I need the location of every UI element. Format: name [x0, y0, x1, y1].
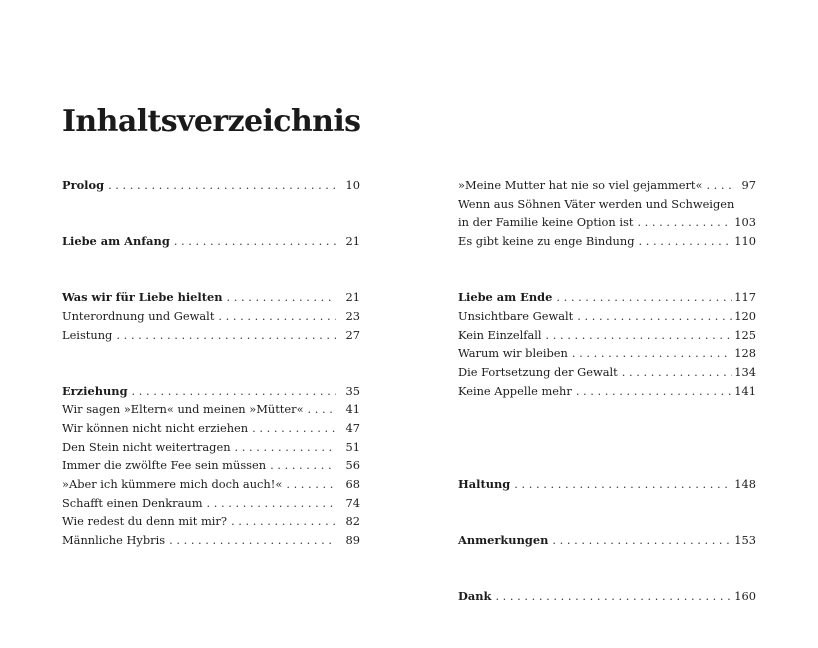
- toc-subchapter-entry[interactable]: [62, 307, 360, 326]
- toc-entry-title: Männliche Hybris: [62, 533, 166, 548]
- toc-entry-title: Es gibt keine zu enge Bindung: [458, 234, 635, 249]
- page-title: Inhaltsverzeichnis: [62, 104, 361, 139]
- toc-entry-title: Den Stein nicht weitertragen: [62, 439, 231, 454]
- section-gap: [62, 195, 360, 232]
- toc-subchapter-entry[interactable]: [458, 326, 756, 345]
- toc-entry-title: Liebe am Anfang: [62, 234, 170, 249]
- dot-leader: [495, 587, 732, 606]
- toc-entry-title: Was wir für Liebe hielten: [62, 290, 223, 305]
- dot-leader: [207, 494, 336, 513]
- toc-page-number: 56: [345, 458, 360, 473]
- toc-subchapter-entry[interactable]: [62, 512, 360, 531]
- toc-entry-title: Anmerkungen: [458, 533, 549, 548]
- toc-entry-title: Unsichtbare Gewalt: [458, 308, 574, 323]
- toc-entry-title: »Aber ich kümmere mich doch auch!«: [62, 477, 283, 492]
- toc-entry-title: Warum wir bleiben: [458, 346, 568, 361]
- dot-leader: [231, 512, 336, 531]
- toc-subchapter-entry[interactable]: [62, 475, 360, 494]
- dot-leader: [116, 326, 336, 345]
- dot-leader: [169, 531, 336, 550]
- toc-page-number: 103: [734, 215, 756, 230]
- toc-chapter-entry[interactable]: [62, 288, 360, 307]
- toc-subchapter-entry[interactable]: [62, 494, 360, 513]
- toc-subchapter-entry[interactable]: [458, 307, 756, 326]
- toc-page-number: 21: [345, 234, 360, 249]
- toc-page-number: 35: [345, 383, 360, 398]
- toc-entry-title: in der Familie keine Option ist: [458, 215, 634, 230]
- dot-leader: [235, 438, 336, 457]
- dot-leader: [577, 307, 732, 326]
- section-gap: [458, 438, 756, 475]
- toc-subchapter-entry[interactable]: [458, 176, 756, 195]
- toc-page-number: 10: [345, 178, 360, 192]
- toc-page-number: 148: [734, 477, 756, 492]
- toc-chapter-entry[interactable]: [62, 382, 360, 401]
- toc-page-number: 120: [734, 308, 756, 323]
- toc-page-number: 47: [345, 420, 360, 435]
- toc-subchapter-entry[interactable]: [62, 438, 360, 457]
- toc-entry-title: Prolog: [62, 178, 105, 192]
- toc-right-column: [458, 176, 756, 606]
- toc-entry-title: Kein Einzelfall: [458, 327, 542, 342]
- toc-page-number: 82: [345, 514, 360, 529]
- toc-entry-title: Wenn aus Söhnen Väter werden und Schweigen: [458, 196, 735, 211]
- toc-entry-title: Keine Appelle mehr: [458, 383, 572, 398]
- toc-entry-title: Die Fortsetzung der Gewalt: [458, 364, 618, 379]
- dot-leader: [552, 531, 732, 550]
- dot-leader: [576, 382, 732, 401]
- toc-page-number: 23: [345, 308, 360, 323]
- toc-page-number: 51: [345, 439, 360, 454]
- toc-entry-title: Wie redest du denn mit mir?: [62, 514, 227, 529]
- toc-chapter-entry[interactable]: [458, 475, 756, 494]
- toc-page-number: 41: [345, 402, 360, 417]
- section-gap: [458, 251, 756, 288]
- toc-subchapter-entry[interactable]: [62, 456, 360, 475]
- dot-leader: [252, 419, 336, 438]
- dot-leader: [227, 288, 336, 307]
- toc-entry-title: Haltung: [458, 477, 511, 492]
- toc-subchapter-entry[interactable]: [62, 400, 360, 419]
- section-gap: [458, 550, 756, 587]
- toc-entry-title: »Meine Mutter hat nie so viel gejammert«: [458, 178, 703, 192]
- section-gap: [458, 494, 756, 531]
- toc-subchapter-entry[interactable]: [458, 344, 756, 363]
- toc-chapter-entry[interactable]: [62, 232, 360, 251]
- dot-leader: [546, 326, 732, 345]
- toc-entry-title: Unterordnung und Gewalt: [62, 308, 215, 323]
- dot-leader: [556, 288, 732, 307]
- dot-leader: [572, 344, 732, 363]
- dot-leader: [218, 307, 336, 326]
- toc-chapter-entry[interactable]: [458, 531, 756, 550]
- toc-page-number: 125: [734, 327, 756, 342]
- dot-leader: [108, 176, 336, 195]
- dot-leader: [286, 475, 336, 494]
- toc-page-number: 21: [345, 290, 360, 305]
- toc-page-number: 68: [345, 477, 360, 492]
- dot-leader: [514, 475, 732, 494]
- dot-leader: [174, 232, 336, 251]
- toc-entry-title: Schafft einen Denkraum: [62, 495, 203, 510]
- dot-leader: [308, 400, 336, 419]
- toc-left-column: [62, 176, 360, 550]
- toc-entry-title: Dank: [458, 589, 492, 604]
- toc-subchapter-entry[interactable]: [458, 382, 756, 401]
- toc-page-number: 160: [734, 589, 756, 604]
- toc-page-number: 27: [345, 327, 360, 342]
- toc-subchapter-entry[interactable]: [458, 195, 756, 214]
- toc-chapter-entry[interactable]: [458, 288, 756, 307]
- toc-subchapter-entry[interactable]: [458, 232, 756, 251]
- dot-leader: [706, 176, 732, 195]
- toc-page-number: 74: [345, 495, 360, 510]
- toc-page-number: 134: [734, 364, 756, 379]
- toc-chapter-entry[interactable]: [62, 176, 360, 195]
- toc-page-number: 128: [734, 346, 756, 361]
- toc-entry-title: Immer die zwölfte Fee sein müssen: [62, 458, 267, 473]
- toc-subchapter-entry[interactable]: [458, 213, 756, 232]
- toc-subchapter-entry[interactable]: [62, 326, 360, 345]
- dot-leader: [132, 382, 336, 401]
- dot-leader: [622, 363, 732, 382]
- toc-subchapter-entry[interactable]: [62, 531, 360, 550]
- toc-entry-title: Liebe am Ende: [458, 290, 553, 305]
- toc-entry-title: Wir sagen »Eltern« und meinen »Mütter«: [62, 402, 304, 417]
- toc-entry-title: Leistung: [62, 327, 113, 342]
- section-gap: [458, 400, 756, 437]
- toc-subchapter-entry[interactable]: [62, 419, 360, 438]
- toc-chapter-entry[interactable]: [458, 587, 756, 606]
- dot-leader: [637, 213, 732, 232]
- toc-subchapter-entry[interactable]: [458, 363, 756, 382]
- dot-leader: [638, 232, 732, 251]
- toc-page-number: 97: [741, 178, 756, 192]
- toc-page-number: 110: [734, 234, 756, 249]
- section-gap: [62, 251, 360, 288]
- toc-page-number: 117: [734, 290, 756, 305]
- section-gap: [62, 344, 360, 381]
- toc-entry-title: Erziehung: [62, 383, 128, 398]
- toc-page-number: 89: [345, 533, 360, 548]
- toc-page-number: 153: [734, 533, 756, 548]
- toc-entry-title: Wir können nicht nicht erziehen: [62, 420, 249, 435]
- toc-page-number: 141: [734, 383, 756, 398]
- dot-leader: [270, 456, 336, 475]
